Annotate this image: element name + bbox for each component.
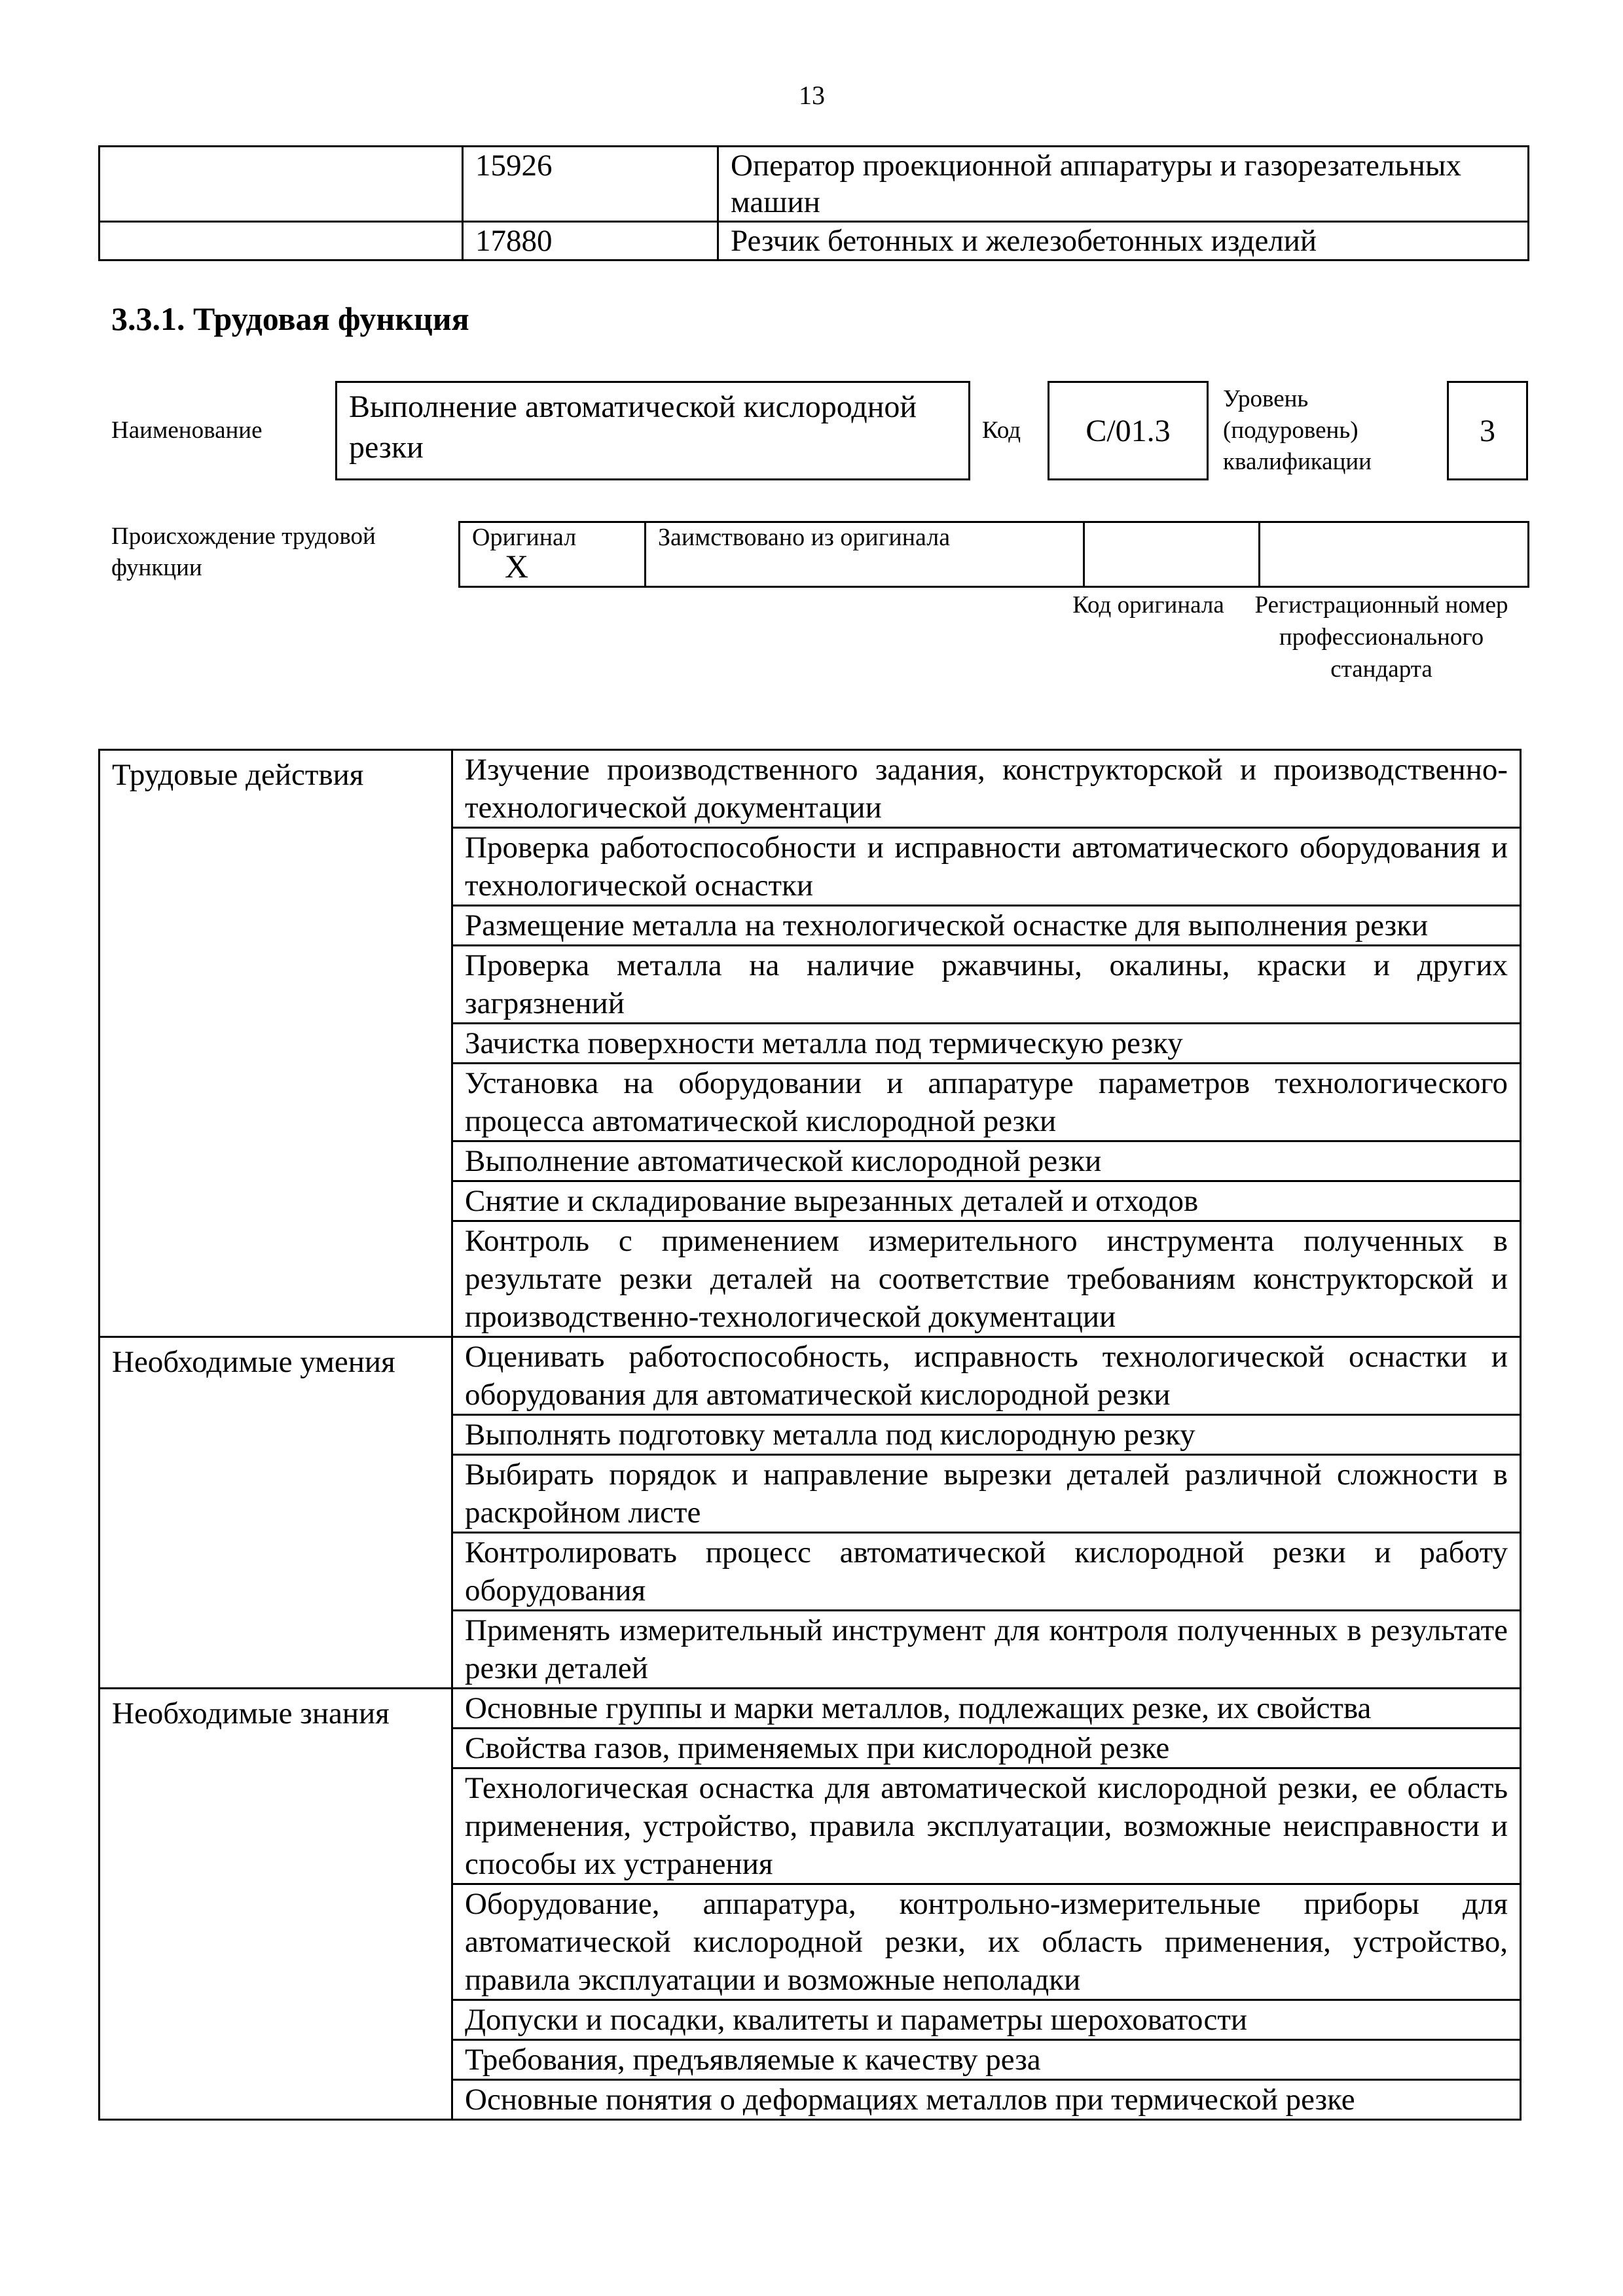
section-category: Трудовые действия [100, 750, 452, 1337]
table-cell-item: Оценивать работоспособность, исправность технологической оснастки и оборудования для автоматической кислородной резки [452, 1337, 1521, 1415]
page-number: 13 [799, 81, 825, 110]
table-cell-item: Допуски и посадки, квалитеты и параметры шероховатости [452, 2000, 1521, 2040]
origin-table [458, 521, 1529, 588]
reg-caption: Регистрационный номер профессионального стандарта [1254, 592, 1508, 683]
table-cell-item: Основные понятия о деформациях металлов при термической резке [452, 2080, 1521, 2120]
table-cell-item: Свойства газов, применяемых при кислородной резке [452, 1729, 1521, 1768]
table-cell-item: Контроль с применением измерительного инструмента полученных в результате резки деталей на соответствие требованиям конструкторской и производственно-технологической документации [452, 1221, 1521, 1337]
table-cell-item: Выбирать порядок и направление вырезки деталей различной сложности в раскройном листе [452, 1455, 1521, 1533]
function-name-field: Выполнение автоматической кислородной резки [335, 381, 970, 480]
table-cell-item: Выполнять подготовку металла под кислородную резку [452, 1415, 1521, 1455]
origin-label: Происхождение трудовой функции [111, 523, 376, 581]
original-label: Оригинал [472, 524, 577, 551]
occupation-name: Оператор проекционной аппаратуры и газорезательных машин [718, 147, 1529, 222]
level-field: 3 [1447, 381, 1528, 480]
table-cell-item: Установка на оборудовании и аппаратуре параметров технологического процесса автоматической кислородной резки [452, 1064, 1521, 1141]
name-label: Наименование [111, 417, 263, 444]
table-cell-item: Изучение производственного задания, конструкторской и производственно-технологической документации [452, 750, 1521, 828]
table-cell-item: Применять измерительный инструмент для контроля полученных в результате резки деталей [452, 1611, 1521, 1689]
section-category: Необходимые умения [100, 1337, 452, 1689]
table-cell-item: Проверка работоспособности и исправности автоматического оборудования и технологической оснастки [452, 828, 1521, 906]
original-cell [460, 522, 646, 587]
function-details-table [98, 749, 1522, 2121]
table-cell-item: Зачистка поверхности металла под термическую резку [452, 1024, 1521, 1064]
occupation-code: 17880 [463, 222, 718, 260]
table-row [100, 147, 1529, 222]
reg-number-cell [1260, 522, 1529, 587]
section-title: 3.3.1. Трудовая функция [111, 300, 469, 337]
table-cell-item: Контролировать процесс автоматической кислородной резки и работу оборудования [452, 1533, 1521, 1611]
table-cell-item: Проверка металла на наличие ржавчины, окалины, краски и других загрязнений [452, 946, 1521, 1024]
table-row [100, 1689, 1521, 1729]
table-row [100, 750, 1521, 828]
table-cell-item: Снятие и складирование вырезанных деталей и отходов [452, 1181, 1521, 1221]
occupation-code: 15926 [463, 147, 718, 222]
original-mark: X [505, 548, 529, 584]
table-row [100, 222, 1529, 260]
table-cell-item: Технологическая оснастка для автоматической кислородной резки, ее область применения, устройство, правила эксплуатации, возможные неисправности и способы их устранения [452, 1768, 1521, 1884]
table-cell-item: Требования, предъявляемые к качеству реза [452, 2040, 1521, 2080]
occupation-name: Резчик бетонных и железобетонных изделий [718, 222, 1529, 260]
empty-cell [100, 222, 463, 260]
original-code-cell [1084, 522, 1260, 587]
code-label: Код [982, 417, 1021, 444]
code-caption: Код оригинала [1072, 592, 1224, 619]
level-label: Уровень (подуровень) квалификации [1223, 386, 1372, 475]
table-row [100, 1337, 1521, 1415]
function-code-field: C/01.3 [1048, 381, 1209, 480]
table-cell-item: Выполнение автоматической кислородной резки [452, 1141, 1521, 1181]
section-category: Необходимые знания [100, 1689, 452, 2120]
table-cell-item: Оборудование, аппаратура, контрольно-измерительные приборы для автоматической кислородной резки, их область применения, устройство, правила эксплуатации и возможные неполадки [452, 1884, 1521, 2000]
borrowed-cell: Заимствовано из оригинала [646, 522, 1084, 587]
occupations-table [98, 145, 1529, 261]
table-cell-item: Основные группы и марки металлов, подлежащих резке, их свойства [452, 1689, 1521, 1729]
table-cell-item: Размещение металла на технологической оснастке для выполнения резки [452, 906, 1521, 946]
empty-cell [100, 147, 463, 222]
